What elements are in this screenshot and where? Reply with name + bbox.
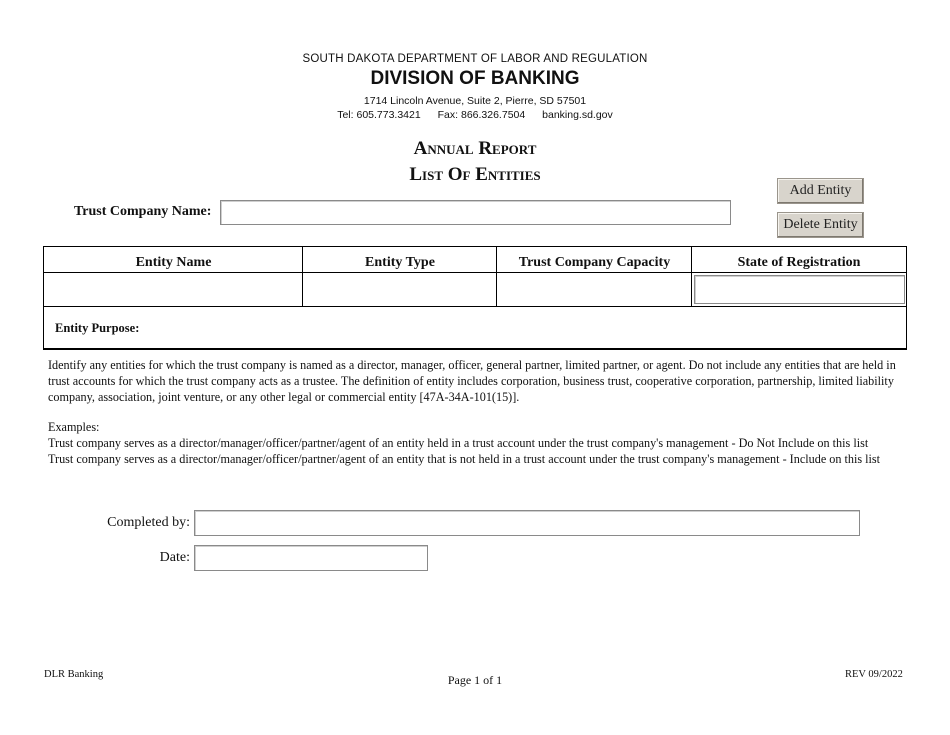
column-header-state-of-registration: State of Registration — [692, 247, 906, 273]
column-header-entity-name: Entity Name — [44, 247, 303, 273]
examples-label: Examples: — [48, 420, 100, 434]
entity-type-cell[interactable] — [303, 273, 497, 307]
date-label: Date: — [159, 550, 190, 565]
division-heading: DIVISION OF BANKING — [370, 68, 580, 89]
telephone: Tel: 605.773.3421 — [337, 109, 421, 121]
column-divider — [496, 247, 497, 307]
add-entity-button[interactable]: Add Entity — [777, 178, 864, 204]
state-of-registration-input[interactable] — [694, 275, 905, 304]
trust-company-name-input[interactable] — [220, 200, 731, 225]
example-do-not-include: Trust company serves as a director/manager/officer/partner/agent of an entity held in a trust account under the trust company's management - Do Not Include on this list — [48, 436, 869, 450]
department-heading: SOUTH DAKOTA DEPARTMENT OF LABOR AND REGULATION — [302, 53, 648, 65]
fax: Fax: 866.326.7504 — [437, 109, 526, 121]
column-divider — [302, 247, 303, 307]
examples-block — [48, 419, 908, 467]
page-number: Page 1 of 1 — [447, 673, 503, 687]
completed-by-input[interactable] — [194, 510, 860, 536]
website: banking.sd.gov — [542, 109, 613, 121]
column-header-entity-type: Entity Type — [303, 247, 497, 273]
entity-name-cell[interactable] — [44, 273, 303, 307]
footer-left: DLR Banking — [44, 669, 104, 680]
revision-date: REV 09/2022 — [845, 669, 903, 680]
completed-by-label: Completed by: — [107, 515, 190, 530]
entity-purpose-label: Entity Purpose: — [55, 321, 140, 335]
trust-company-name-label: Trust Company Name: — [74, 204, 212, 219]
instructions-paragraph: Identify any entities for which the trust company is named as a director, manager, officer, general partner, limited partner, or agent. Do not include any entities that are held in trust accounts for which the trust company acts as a trustee. The definition of entity includes corporation, business trust, cooperative corporation, partnership, limited liability company, association, joint venture, or any other legal or commercial entity [47A-34A-101(15)]. — [48, 358, 896, 404]
contact-line — [0, 109, 950, 121]
trust-company-capacity-cell[interactable] — [497, 273, 692, 307]
entity-table — [43, 246, 907, 350]
report-title: Annual Report — [413, 138, 537, 159]
report-subtitle: List Of Entities — [409, 164, 541, 185]
column-header-trust-company-capacity: Trust Company Capacity — [497, 247, 692, 273]
date-input[interactable] — [194, 545, 428, 571]
address: 1714 Lincoln Avenue, Suite 2, Pierre, SD 57501 — [363, 95, 587, 107]
delete-entity-button[interactable]: Delete Entity — [777, 212, 864, 238]
column-divider — [691, 247, 692, 307]
example-include: Trust company serves as a director/manager/officer/partner/agent of an entity that is not held in a trust account under the trust company's management - Include on this list — [48, 452, 881, 466]
